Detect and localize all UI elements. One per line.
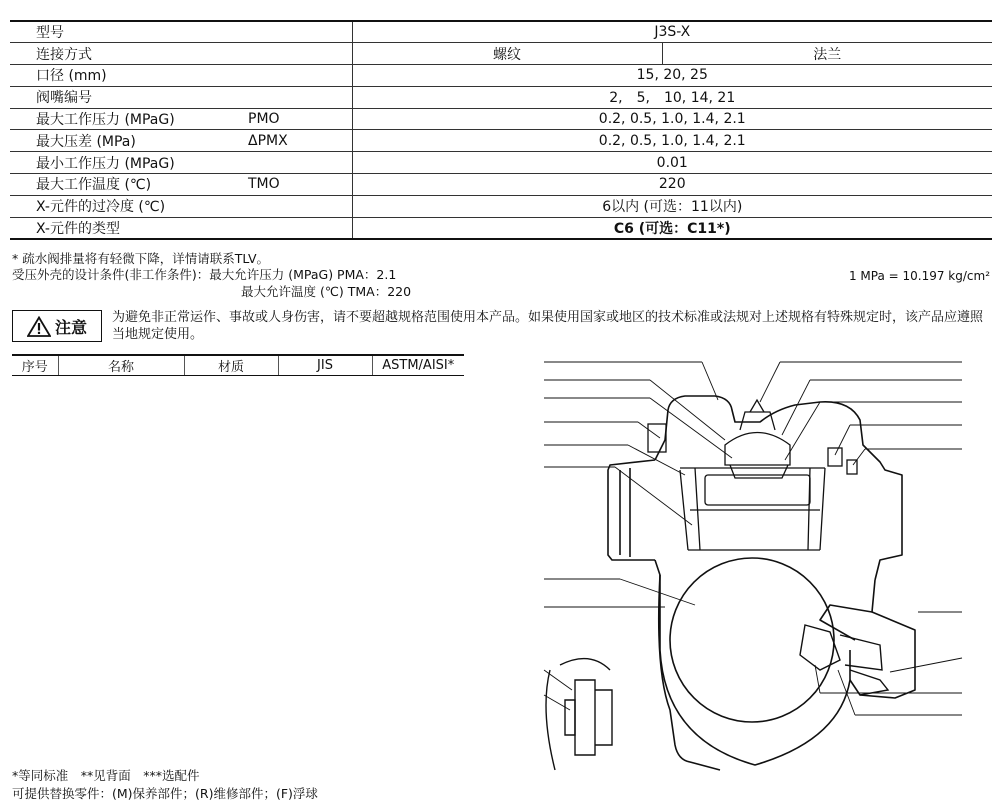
parts-header-row xyxy=(12,355,464,376)
spec-label: 连接方式 xyxy=(10,43,352,65)
spec-value: J3S-X xyxy=(352,21,992,43)
spec-value: 0.2, 0.5, 1.0, 1.4, 2.1 xyxy=(352,130,992,152)
parts-table xyxy=(12,354,464,376)
spec-row-min-pressure xyxy=(10,152,992,174)
spec-abbr: PMO xyxy=(230,108,352,130)
spec-row-xtype xyxy=(10,217,992,239)
spec-label: X-元件的过冷度 (℃) xyxy=(10,195,352,217)
col-header-astm: ASTM/AISI* xyxy=(372,355,464,376)
caution-label: 注意 xyxy=(54,317,87,337)
replacement-parts-note: 可提供替换零件：(M)保养部件；(R)维修部件；(F)浮球 xyxy=(12,786,318,801)
spec-label: 阀嘴编号 xyxy=(10,86,352,108)
spec-row-size xyxy=(10,65,992,87)
spec-label: 最大工作温度 (℃) xyxy=(10,174,230,196)
col-header-no: 序号 xyxy=(12,355,58,376)
spec-row-subcool xyxy=(10,195,992,217)
col-header-jis: JIS xyxy=(278,355,372,376)
spec-abbr: ΔPMX xyxy=(230,130,352,152)
spec-abbr: TMO xyxy=(230,174,352,196)
spec-row-tmo xyxy=(10,174,992,196)
spec-label: 最大压差 (MPa) xyxy=(10,130,230,152)
spec-value: 220 xyxy=(352,174,992,196)
spec-table xyxy=(10,20,992,240)
warning-triangle-icon xyxy=(27,316,51,337)
spec-row-pmx xyxy=(10,130,992,152)
spec-value: 2, 5, 10, 14, 21 xyxy=(352,86,992,108)
spec-value-thread: 螺纹 xyxy=(352,43,662,65)
spec-label: 型号 xyxy=(10,21,352,43)
spec-note-design-temp: 最大允许温度 (℃) TMA：220 xyxy=(241,284,412,299)
float-ball xyxy=(670,558,834,722)
spec-value: 0.01 xyxy=(352,152,992,174)
spec-label: 最大工作压力 (MPaG) xyxy=(10,108,230,130)
col-header-material: 材质 xyxy=(184,355,278,376)
spec-value: 6以内 (可选：11以内) xyxy=(352,195,992,217)
spec-row-connection xyxy=(10,43,992,65)
caution-text: 为避免非正常运作、事故或人身伤害，请不要超越规格范围使用本产品。如果使用国家或地区的技术标准或法规对上述规格有特殊规定时，该产品应遵照当地规定使用。 xyxy=(112,310,984,342)
spec-label: 口径 (mm) xyxy=(10,65,352,87)
col-header-name: 名称 xyxy=(58,355,184,376)
spec-row-pmo xyxy=(10,108,992,130)
trap-cross-section-diagram xyxy=(520,350,995,802)
spec-note-design-pressure: 受压外壳的设计条件(非工作条件)：最大允许压力 (MPaG) PMA：2.1 xyxy=(12,267,397,282)
spec-value: 0.2, 0.5, 1.0, 1.4, 2.1 xyxy=(352,108,992,130)
spec-label: 最小工作压力 (MPaG) xyxy=(10,152,352,174)
parts-footnote: *等同标准 **见背面 ***选配件 xyxy=(12,768,200,783)
spec-value: C6 (可选：C11*) xyxy=(352,217,992,239)
spec-label: X-元件的类型 xyxy=(10,217,352,239)
caution-badge xyxy=(12,310,102,342)
spec-value: 15, 20, 25 xyxy=(352,65,992,87)
spec-row-model xyxy=(10,21,992,43)
spec-value-flange: 法兰 xyxy=(662,43,992,65)
spec-row-orifice xyxy=(10,86,992,108)
spec-note-capacity: * 疏水阀排量将有轻微下降，详情请联系TLV。 xyxy=(12,251,270,266)
unit-conversion: 1 MPa = 10.197 kg/cm² xyxy=(848,269,990,283)
